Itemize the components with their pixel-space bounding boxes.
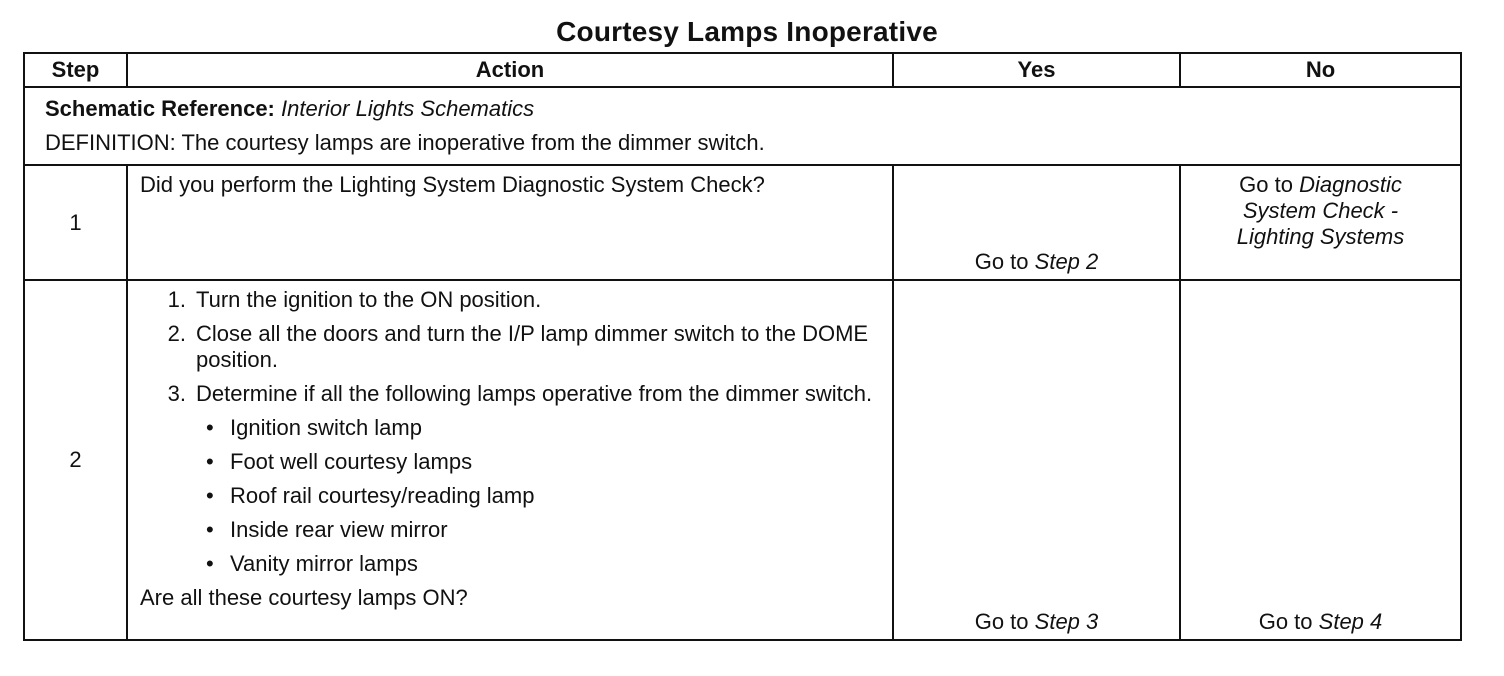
list-item (162, 381, 880, 407)
substep-text: Turn the ignition to the ON position. (196, 287, 542, 312)
step-2-no (1180, 280, 1461, 640)
list-item (206, 415, 880, 441)
substep-number: 3. (167, 381, 186, 406)
list-item (162, 321, 880, 373)
step-1-yes-prefix: Go to (974, 249, 1029, 274)
lamp-item-text: Foot well courtesy lamps (230, 449, 473, 474)
lamp-item-text: Ignition switch lamp (230, 415, 422, 440)
list-item (206, 449, 880, 475)
definition-text: DEFINITION: The courtesy lamps are inoperative from the dimmer switch. (45, 130, 765, 155)
step-number-2: 2 (24, 280, 127, 640)
step-2-yes-target: Step 3 (1034, 609, 1099, 634)
table-row-step-1 (24, 165, 1461, 280)
step-1-no-prefix: Go to (1239, 172, 1293, 197)
reference-cell (24, 87, 1461, 165)
schematic-reference (45, 92, 1440, 126)
bullet-icon: • (206, 449, 214, 474)
bullet-icon: • (206, 517, 214, 542)
lamp-list (140, 415, 880, 577)
step-1-no-target-line2: System Check - (1242, 198, 1399, 223)
list-item (206, 551, 880, 577)
step-1-yes-target: Step 2 (1034, 249, 1099, 274)
step-1-no (1180, 165, 1461, 280)
document-title: Courtesy Lamps Inoperative (556, 16, 938, 47)
substep-text: Close all the doors and turn the I/P lamp dimmer switch to the DOME position. (196, 321, 869, 372)
step-1-action (127, 165, 893, 280)
step-1-yes (893, 165, 1180, 280)
step-1-no-target-line3: Lighting Systems (1236, 224, 1405, 249)
step-1-no-target-line1: Diagnostic (1299, 172, 1402, 197)
step-2-action (127, 280, 893, 640)
schematic-reference-label: Schematic Reference: (45, 96, 275, 121)
table-row-step-2 (24, 280, 1461, 640)
bullet-icon: • (206, 415, 214, 440)
step-2-no-target: Step 4 (1318, 609, 1383, 634)
substep-number: 2. (167, 321, 186, 346)
reference-row (24, 87, 1461, 165)
step-number-1: 1 (24, 165, 127, 280)
list-item (206, 517, 880, 543)
lamp-item-text: Roof rail courtesy/reading lamp (230, 483, 535, 508)
step-2-no-prefix: Go to (1258, 609, 1313, 634)
step-2-no-text (1181, 609, 1460, 635)
list-item (162, 287, 880, 313)
step-1-yes-text (894, 249, 1179, 275)
list-item (206, 483, 880, 509)
step-2-question: Are all these courtesy lamps ON? (140, 585, 468, 610)
lamp-item-text: Vanity mirror lamps (230, 551, 418, 576)
header-step: Step (24, 53, 127, 87)
table-header-row (24, 53, 1461, 87)
step-1-no-text (1181, 166, 1460, 250)
lamp-item-text: Inside rear view mirror (230, 517, 448, 542)
header-no: No (1180, 53, 1461, 87)
diagnostic-table (23, 52, 1462, 641)
step-2-yes (893, 280, 1180, 640)
step-1-question: Did you perform the Lighting System Diagnostic System Check? (140, 172, 765, 197)
bullet-icon: • (206, 551, 214, 576)
header-yes: Yes (893, 53, 1180, 87)
step-2-yes-prefix: Go to (974, 609, 1029, 634)
step-2-substeps (140, 287, 880, 407)
bullet-icon: • (206, 483, 214, 508)
substep-number: 1. (167, 287, 186, 312)
substep-text: Determine if all the following lamps operative from the dimmer switch. (196, 381, 873, 406)
header-action: Action (127, 53, 893, 87)
schematic-reference-link: Interior Lights Schematics (281, 96, 535, 121)
step-2-yes-text (894, 609, 1179, 635)
